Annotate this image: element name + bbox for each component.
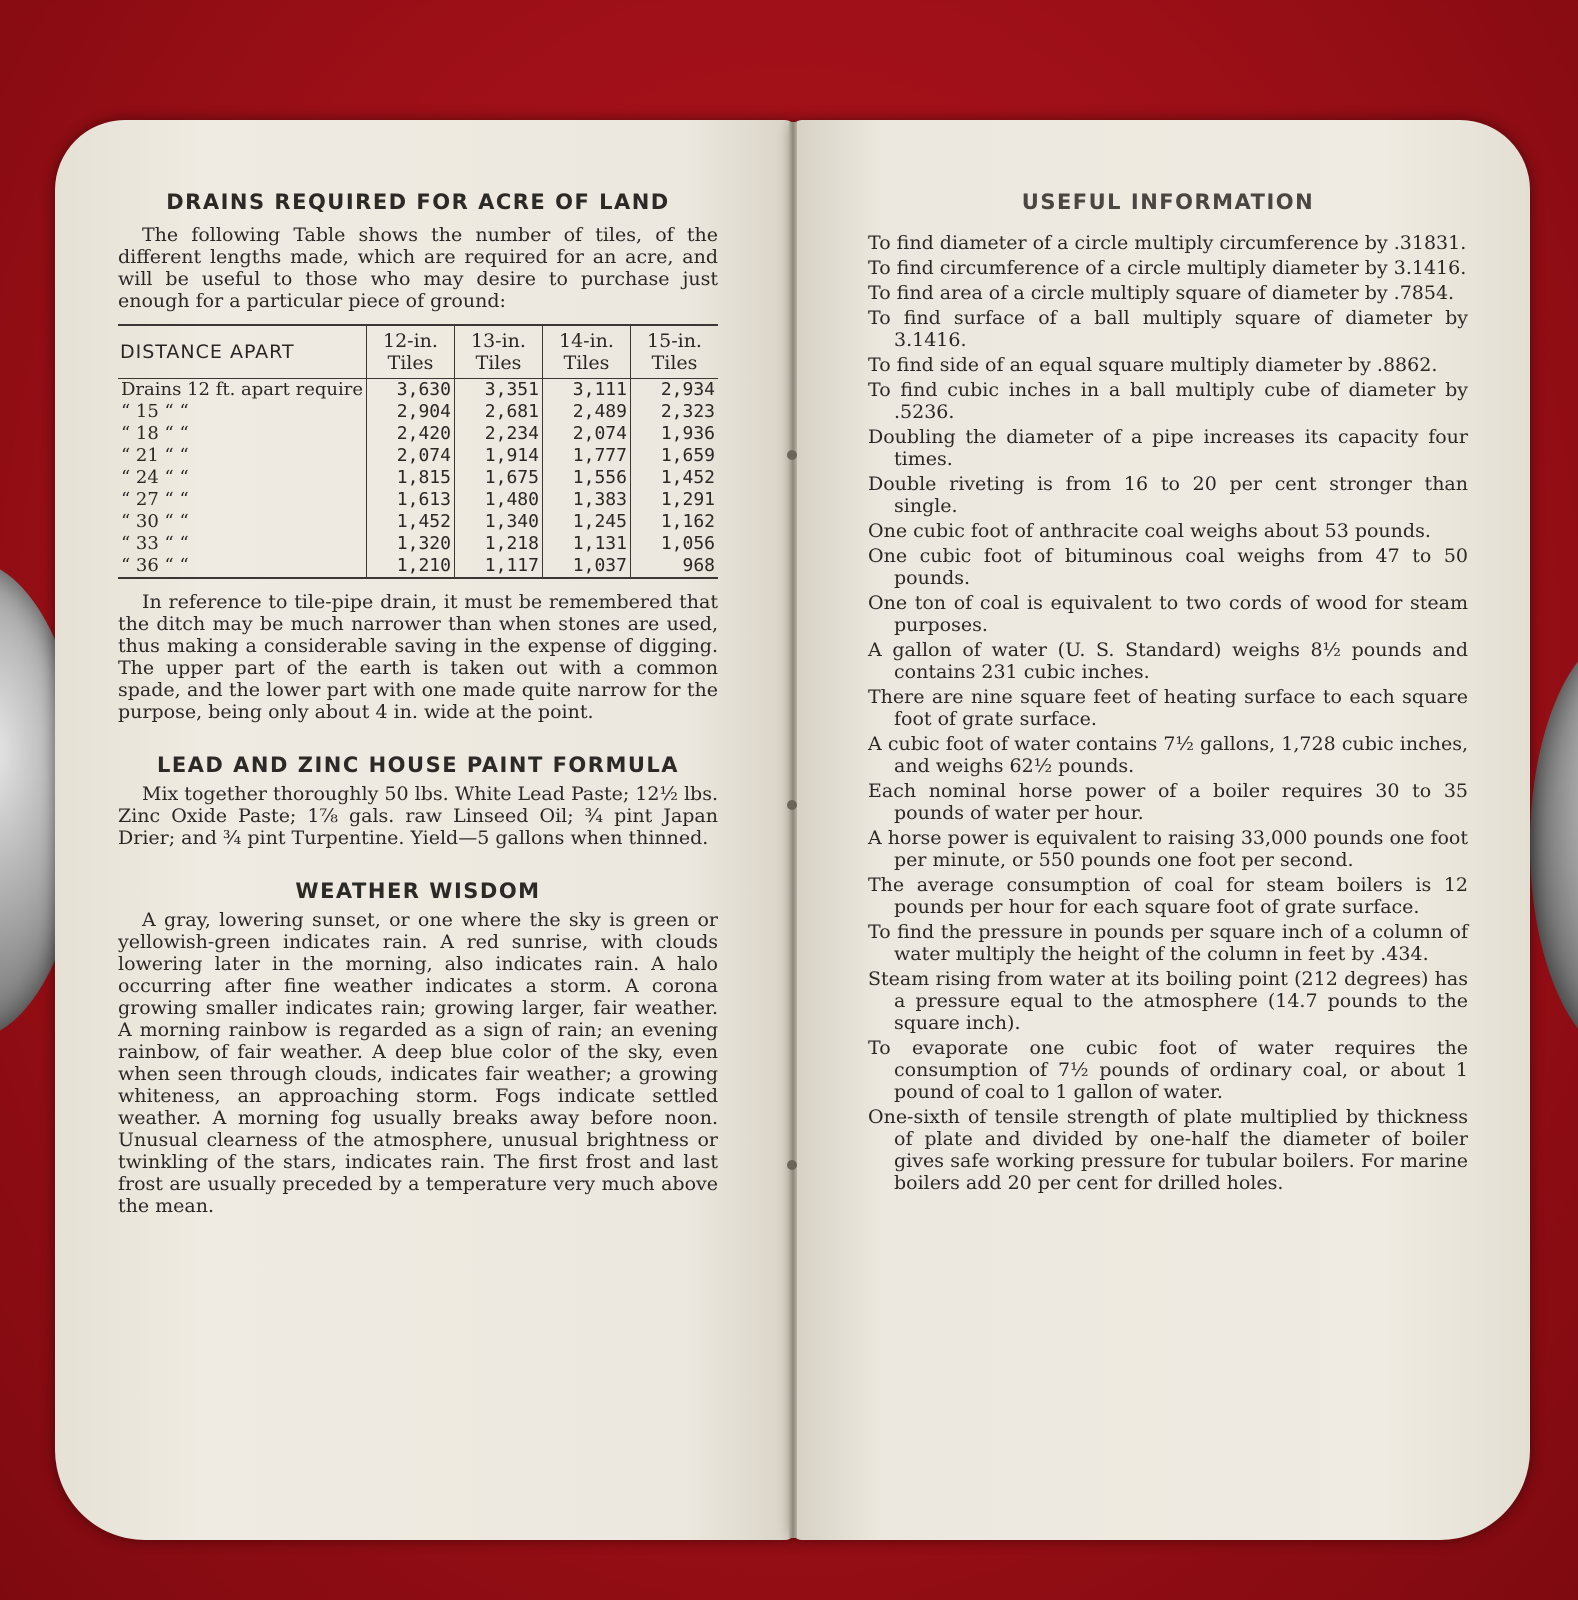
table-cell: 2,074 [542,423,630,445]
book-spine [789,122,797,1538]
table-cell: 2,489 [542,401,630,423]
table-cell: 2,904 [366,401,454,423]
table-cell: 2,234 [454,423,542,445]
table-cell: 1,383 [542,489,630,511]
table-cell: 2,681 [454,401,542,423]
row-label: “ 27 “ “ [121,489,189,510]
stitch-hole [787,450,797,460]
table-cell: 1,162 [630,511,718,533]
table-cell: 968 [630,555,718,578]
info-item: One ton of coal is equivalent to two cords of wood for steam purposes. [868,592,1468,636]
table-cell: 1,037 [542,555,630,578]
info-item: There are nine square feet of heating surface to each square foot of grate surface. [868,686,1468,730]
info-item: One-sixth of tensile strength of plate multiplied by thickness of plate and divided by one-half the diameter of boiler gives safe working pressure for tubular boilers. For marine boilers add 20 per cent for drilled holes. [868,1106,1468,1194]
drains-note: In reference to tile-pipe drain, it must be remembered that the ditch may be much narrower than when stones are used, thus making a considerable saving in the expense of digging. The upper part of the earth is taken out with a common spade, and the lower part with one made quite narrow for the purpose, being only about 4 in. wide at the point. [118,591,718,723]
row-label: “ 24 “ “ [121,467,189,488]
info-item: To find diameter of a circle multiply circumference by .31831. [868,232,1467,254]
table-cell: 1,936 [630,423,718,445]
drains-table [118,324,718,579]
drains-table-header [118,325,718,379]
row-label: “ 15 “ “ [121,401,189,422]
table-cell: 2,934 [630,379,718,402]
info-item: To find surface of a ball multiply square of diameter by 3.1416. [868,307,1468,351]
table-cell: 3,351 [454,379,542,402]
table-cell: 1,613 [366,489,454,511]
table-cell: 3,111 [542,379,630,402]
weather-section [118,879,718,1217]
table-row [118,467,718,489]
info-item: Each nominal horse power of a boiler requires 30 to 35 pounds of water per hour. [868,780,1468,824]
row-label: “ 18 “ “ [121,423,189,444]
table-cell: 2,074 [366,445,454,467]
table-cell: 1,245 [542,511,630,533]
table-cell: 1,675 [454,467,542,489]
magnifier-lens-right [1530,630,1578,1060]
paint-section [118,753,718,849]
table-cell: 2,323 [630,401,718,423]
info-item: Doubling the diameter of a pipe increases its capacity four times. [868,426,1468,470]
table-cell: 1,659 [630,445,718,467]
paint-title: LEAD AND ZINC HOUSE PAINT FORMULA [156,753,680,777]
column-header: 15-in. Tiles [630,325,718,379]
table-cell: 1,556 [542,467,630,489]
row-label: “ 30 “ “ [121,511,189,532]
table-cell: 1,452 [366,511,454,533]
info-item: A horse power is equivalent to raising 33,000 pounds one foot per minute, or 550 pounds one foot per second. [868,827,1468,871]
info-item: Steam rising from water at its boiling point (212 degrees) has a pressure equal to the atmosphere (14.7 pounds to the square inch). [868,968,1468,1034]
table-row [118,533,718,555]
column-header: 12-in. Tiles [366,325,454,379]
useful-info-list [868,232,1468,1194]
table-cell: 3,630 [366,379,454,402]
info-item: To find the pressure in pounds per square inch of a column of water multiply the height of the column in feet by .434. [868,921,1468,965]
drains-intro: The following Table shows the number of tiles, of the different lengths made, which are required for an acre, and will be useful to those who may desire to purchase just enough for a particular piece of ground: [118,224,718,312]
useful-info-title: USEFUL INFORMATION [1021,190,1315,214]
weather-title: WEATHER WISDOM [295,879,541,903]
row-label: Drains 12 ft. apart require [121,379,363,400]
table-cell: 1,320 [366,533,454,555]
table-cell: 2,420 [366,423,454,445]
info-item: To find side of an equal square multiply diameter by .8862. [868,354,1438,376]
distance-header: DISTANCE APART [118,325,366,379]
table-row [118,445,718,467]
table-cell: 1,777 [542,445,630,467]
table-cell: 1,480 [454,489,542,511]
left-column [118,190,718,1217]
row-label: “ 33 “ “ [121,533,189,554]
table-cell: 1,340 [454,511,542,533]
info-item: A gallon of water (U. S. Standard) weighs 8½ pounds and contains 231 cubic inches. [868,639,1468,683]
right-column [868,190,1468,1197]
row-label: “ 21 “ “ [121,445,189,466]
info-item: One cubic foot of anthracite coal weighs about 53 pounds. [868,520,1431,542]
info-item: Double riveting is from 16 to 20 per cent stronger than single. [868,473,1468,517]
table-cell: 1,291 [630,489,718,511]
stitch-hole [787,1160,797,1170]
row-label: “ 36 “ “ [121,555,189,576]
info-item: To find area of a circle multiply square of diameter by .7854. [868,282,1455,304]
table-cell: 1,914 [454,445,542,467]
table-cell: 1,452 [630,467,718,489]
table-row [118,489,718,511]
info-item: To evaporate one cubic foot of water requires the consumption of 7½ pounds of ordinary coal, or about 1 pound of coal to 1 gallon of water. [868,1037,1468,1103]
info-item: The average consumption of coal for steam boilers is 12 pounds per hour for each square foot of grate surface. [868,874,1468,918]
table-row [118,423,718,445]
table-cell: 1,056 [630,533,718,555]
table-row [118,555,718,578]
column-header: 13-in. Tiles [454,325,542,379]
table-cell: 1,218 [454,533,542,555]
table-row [118,379,718,402]
info-item: One cubic foot of bituminous coal weighs from 47 to 50 pounds. [868,545,1468,589]
table-cell: 1,210 [366,555,454,578]
stitch-hole [787,800,797,810]
info-item: To find circumference of a circle multiply diameter by 3.1416. [868,257,1467,279]
info-item: A cubic foot of water contains 7½ gallons, 1,728 cubic inches, and weighs 62½ pounds. [868,733,1468,777]
table-row [118,511,718,533]
weather-text: A gray, lowering sunset, or one where the sky is green or yellowish-green indicates rain. A red sunrise, with clouds lowering later in the morning, also indicates rain. A halo occurring after fine weather indicates a storm. A corona growing smaller indicates rain; growing larger, fair weather. A morning rainbow is regarded as a sign of rain; an evening rainbow, of fair weather. A deep blue color of the sky, even when seen through clouds, indicates fair weather; a growing whiteness, an approaching storm. Fogs indicate settled weather. A morning fog usually breaks away before noon. Unusual clearness of the atmosphere, unusual brightness or twinkling of the stars, indicates rain. The first frost and last frost are usually preceded by a temperature very much above the mean. [118,909,718,1217]
table-cell: 1,815 [366,467,454,489]
table-cell: 1,117 [454,555,542,578]
paint-text: Mix together thoroughly 50 lbs. White Lead Paste; 12½ lbs. Zinc Oxide Paste; 1⅞ gals. raw Linseed Oil; ¾ pint Japan Drier; and ¾ pint Turpentine. Yield—5 gallons when thinned. [118,783,718,849]
info-item: To find cubic inches in a ball multiply cube of diameter by .5236. [868,379,1468,423]
column-header: 14-in. Tiles [542,325,630,379]
table-row [118,401,718,423]
table-cell: 1,131 [542,533,630,555]
drains-title: DRAINS REQUIRED FOR ACRE OF LAND [166,190,670,214]
